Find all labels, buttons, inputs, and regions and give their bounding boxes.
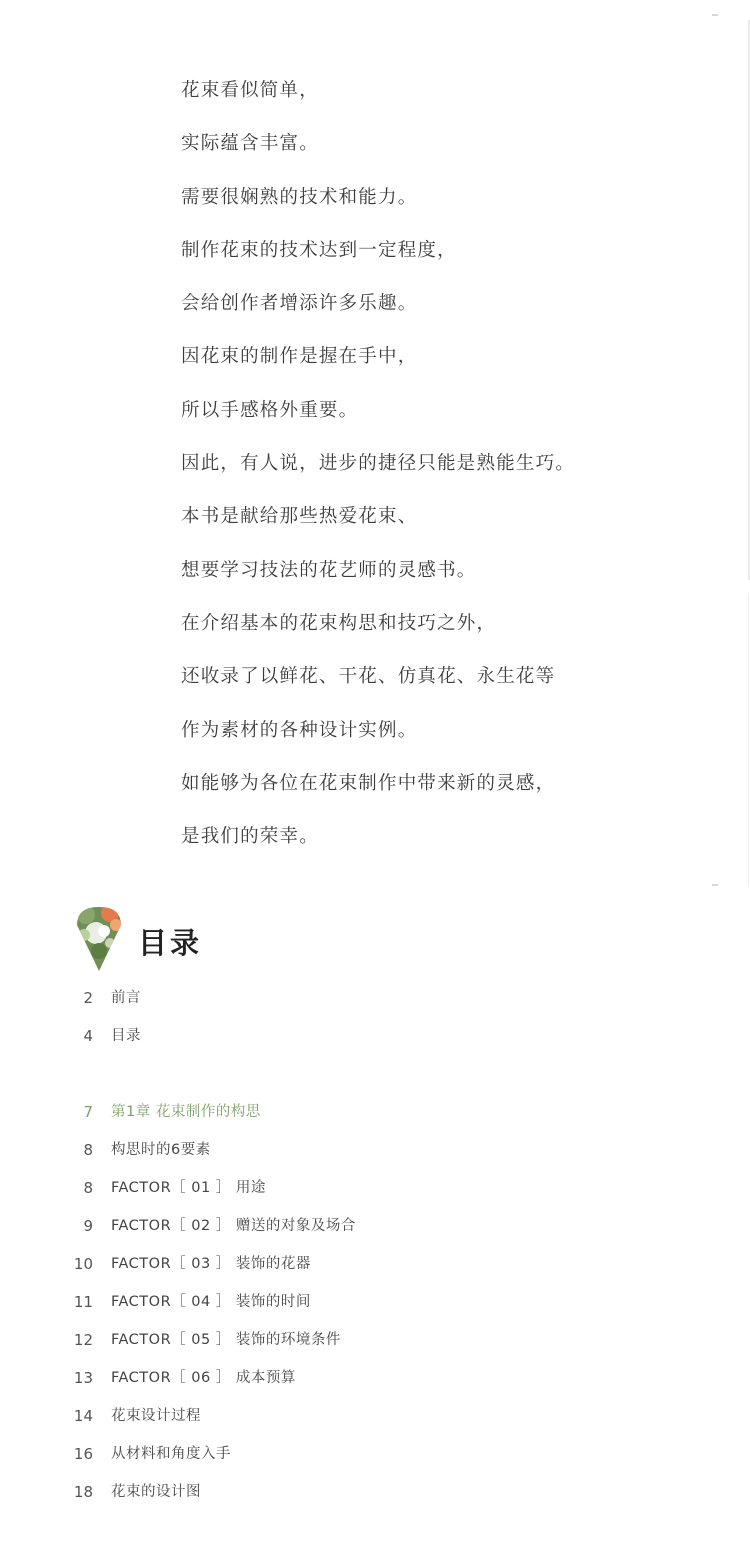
- toc-entry[interactable]: [60, 1363, 720, 1393]
- toc-page-number: 8: [83, 1179, 93, 1197]
- toc-entry[interactable]: [60, 1249, 720, 1279]
- preface-line: 所以手感格外重要。: [181, 399, 359, 421]
- toc-entry[interactable]: [60, 1211, 720, 1241]
- toc-page-number: 14: [73, 1407, 93, 1425]
- toc-heading: [74, 905, 374, 985]
- toc-entry-title: 从材料和角度入手: [111, 1446, 231, 1462]
- toc-page-number: 9: [83, 1217, 93, 1235]
- preface-line: 想要学习技法的花艺师的灵感书。: [181, 559, 477, 581]
- toc-entry[interactable]: [60, 1477, 720, 1507]
- toc-entry-title: 目录: [111, 1028, 141, 1044]
- preface-line: 是我们的荣幸。: [181, 826, 319, 848]
- bouquet-icon: [74, 905, 124, 973]
- toc-entry[interactable]: [60, 1401, 720, 1431]
- preface-line: 实际蕴含丰富。: [181, 133, 319, 155]
- preface-line: 在介绍基本的花束构思和技巧之外，: [181, 612, 497, 634]
- preface-line: 需要很娴熟的技术和能力。: [181, 186, 418, 208]
- preface-line: 花束看似简单，: [181, 80, 319, 101]
- preface-line: 制作花束的技术达到一定程度，: [181, 239, 457, 261]
- toc-entry-title: 花束设计过程: [111, 1408, 201, 1424]
- edge-mark: [712, 884, 718, 886]
- toc-entry-title: FACTOR［ 06 ］ 成本预算: [111, 1370, 296, 1386]
- preface-line: 还收录了以鲜花、干花、仿真花、永生花等: [181, 666, 556, 688]
- toc-page-number: 2: [83, 989, 93, 1007]
- toc-entry-title: 前言: [111, 990, 141, 1006]
- toc-page-number: 11: [73, 1293, 93, 1311]
- toc-title: 目录: [138, 926, 203, 960]
- edge-mark: [712, 14, 718, 16]
- toc-chapter-entry[interactable]: [60, 1097, 720, 1127]
- preface-line: 会给创作者增添许多乐趣。: [181, 293, 418, 315]
- preface-line: 因花束的制作是握在手中，: [181, 346, 418, 368]
- toc-page-number: 12: [73, 1331, 93, 1349]
- toc-page-number: 13: [73, 1369, 93, 1387]
- toc-entry[interactable]: [60, 1173, 720, 1203]
- preface-line: 如能够为各位在花束制作中带来新的灵感，: [181, 772, 556, 794]
- toc-entry-title: FACTOR［ 03 ］ 装饰的花器: [111, 1256, 311, 1272]
- toc-entry-title: 构思时的6要素: [111, 1142, 211, 1158]
- toc-entry-title: FACTOR［ 04 ］ 装饰的时间: [111, 1294, 311, 1310]
- preface-line: 因此，有人说，进步的捷径只能是熟能生巧。: [181, 453, 576, 475]
- preface-text: [181, 78, 721, 877]
- toc-entry[interactable]: [60, 983, 720, 1013]
- toc-page-number: 7: [83, 1103, 93, 1121]
- toc-page-number: 18: [73, 1483, 93, 1501]
- toc-page-number: 10: [73, 1255, 93, 1273]
- toc-entry-title: FACTOR［ 01 ］ 用途: [111, 1180, 266, 1196]
- toc-entry-title: 第1章 花束制作的构思: [111, 1104, 261, 1120]
- toc-entry[interactable]: [60, 1021, 720, 1051]
- toc-entry-title: 花束的设计图: [111, 1484, 201, 1500]
- preface-line: 本书是献给那些热爱花束、: [181, 506, 418, 528]
- preface-line: 作为素材的各种设计实例。: [181, 719, 418, 741]
- page-edge-line: [748, 595, 749, 885]
- toc-entry[interactable]: [60, 1135, 720, 1165]
- toc-entry[interactable]: [60, 1325, 720, 1355]
- toc-entry[interactable]: [60, 1439, 720, 1469]
- toc-page-number: 8: [83, 1141, 93, 1159]
- toc-page-number: 4: [83, 1027, 93, 1045]
- toc-entry[interactable]: [60, 1287, 720, 1317]
- toc-entry-title: FACTOR［ 05 ］ 装饰的环境条件: [111, 1332, 341, 1348]
- toc-entry-title: FACTOR［ 02 ］ 赠送的对象及场合: [111, 1218, 356, 1234]
- toc-page-number: 16: [73, 1445, 93, 1463]
